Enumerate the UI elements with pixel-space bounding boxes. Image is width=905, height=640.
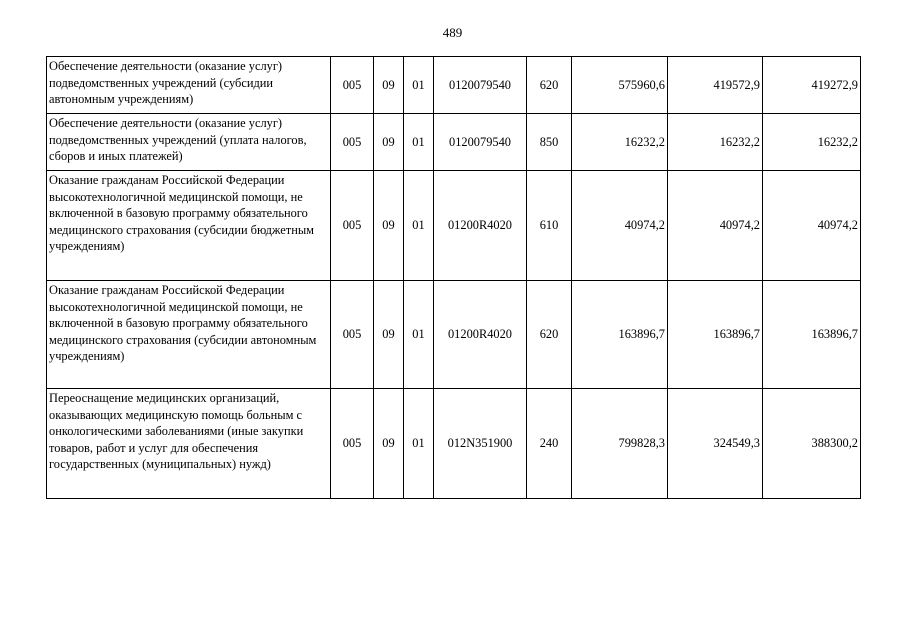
amount-year-2: 324549,3 — [668, 389, 763, 499]
expense-type-code: 240 — [527, 389, 572, 499]
amount-year-3: 163896,7 — [763, 281, 861, 389]
row-description: Обеспечение деятельности (оказание услуг) подведомственных учреждений (субсидии автономным учреждениям) — [47, 57, 331, 114]
section-code: 09 — [374, 171, 404, 281]
expense-type-code: 620 — [527, 281, 572, 389]
table-row — [47, 389, 861, 499]
table-row — [47, 114, 861, 171]
row-description: Оказание гражданам Российской Федерации высокотехнологичной медицинской помощи, не включенной в базовую программу обязательного медицинского страхования (субсидии бюджетным учреждениям) — [47, 171, 331, 281]
table-row — [47, 57, 861, 114]
subsection-code: 01 — [404, 114, 434, 171]
table-row — [47, 281, 861, 389]
ministry-code: 005 — [331, 281, 374, 389]
section-code: 09 — [374, 114, 404, 171]
expense-type-code: 620 — [527, 57, 572, 114]
amount-year-1: 163896,7 — [572, 281, 668, 389]
amount-year-3: 16232,2 — [763, 114, 861, 171]
page-number: 489 — [442, 25, 463, 40]
amount-year-1: 575960,6 — [572, 57, 668, 114]
target-article-code: 01200R4020 — [434, 171, 527, 281]
subsection-code: 01 — [404, 281, 434, 389]
expense-type-code: 610 — [527, 171, 572, 281]
amount-year-3: 388300,2 — [763, 389, 861, 499]
amount-year-1: 799828,3 — [572, 389, 668, 499]
amount-year-3: 40974,2 — [763, 171, 861, 281]
target-article-code: 012N351900 — [434, 389, 527, 499]
budget-table — [46, 56, 861, 499]
amount-year-1: 40974,2 — [572, 171, 668, 281]
target-article-code: 01200R4020 — [434, 281, 527, 389]
section-code: 09 — [374, 57, 404, 114]
amount-year-3: 419272,9 — [763, 57, 861, 114]
amount-year-2: 419572,9 — [668, 57, 763, 114]
expense-type-code: 850 — [527, 114, 572, 171]
target-article-code: 0120079540 — [434, 57, 527, 114]
row-description: Оказание гражданам Российской Федерации высокотехнологичной медицинской помощи, не включенной в базовую программу обязательного медицинского страхования (субсидии автономным учреждениям) — [47, 281, 331, 389]
amount-year-2: 16232,2 — [668, 114, 763, 171]
row-description: Обеспечение деятельности (оказание услуг) подведомственных учреждений (уплата налогов, сборов и иных платежей) — [47, 114, 331, 171]
ministry-code: 005 — [331, 389, 374, 499]
subsection-code: 01 — [404, 389, 434, 499]
section-code: 09 — [374, 389, 404, 499]
ministry-code: 005 — [331, 171, 374, 281]
subsection-code: 01 — [404, 171, 434, 281]
section-code: 09 — [374, 281, 404, 389]
amount-year-1: 16232,2 — [572, 114, 668, 171]
row-description: Переоснащение медицинских организаций, оказывающих медицинскую помощь больным с онкологическими заболеваниями (иные закупки товаров, работ и услуг для обеспечения государственных (муниципальных) нужд) — [47, 389, 331, 499]
ministry-code: 005 — [331, 57, 374, 114]
amount-year-2: 163896,7 — [668, 281, 763, 389]
amount-year-2: 40974,2 — [668, 171, 763, 281]
subsection-code: 01 — [404, 57, 434, 114]
target-article-code: 0120079540 — [434, 114, 527, 171]
ministry-code: 005 — [331, 114, 374, 171]
table-row — [47, 171, 861, 281]
